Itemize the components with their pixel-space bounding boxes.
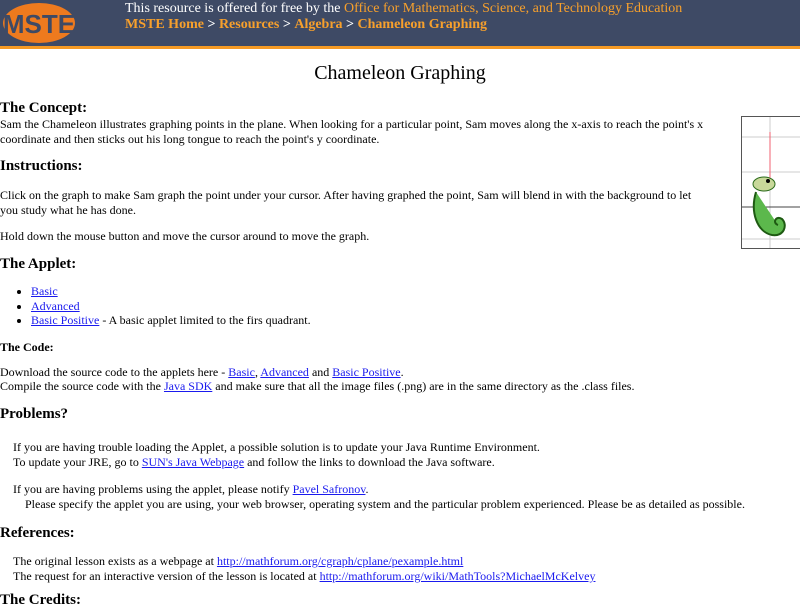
problems-text: Please specify the applet you are using, your web browser, operating system and the particular problem experienced. Please be as detailed as possible. bbox=[25, 497, 745, 511]
list-item bbox=[31, 284, 311, 299]
code-heading: The Code: bbox=[0, 340, 54, 354]
code-download-line: Download the source code to the applets here - Basic, Advanced and Basic Positive. bbox=[0, 365, 404, 379]
list-item bbox=[31, 299, 311, 314]
problems-heading: Problems? bbox=[0, 406, 69, 422]
original-lesson-link[interactable]: http://mathforum.org/cgraph/cplane/pexample.html bbox=[216, 554, 464, 568]
instructions-text: Click on the graph to make Sam graph the point under your cursor. After having graphed the point, Sam will blend in with the background to let bbox=[0, 188, 692, 202]
instructions-heading: Instructions: bbox=[0, 158, 83, 174]
request-link[interactable]: http://mathforum.org/wiki/MathTools?MichaelMcKelvey bbox=[319, 569, 596, 583]
credits-heading: The Credits: bbox=[0, 592, 81, 608]
references-heading: References: bbox=[0, 525, 75, 541]
problems-text: To update your JRE, go to SUN's Java Webpage and follow the links to download the Java software. bbox=[13, 455, 495, 469]
code-advanced-link[interactable]: Advanced bbox=[260, 365, 309, 379]
reference-line: The original lesson exists as a webpage at http://mathforum.org/cgraph/cplane/pexample.html bbox=[13, 554, 464, 568]
applet-heading: The Applet: bbox=[0, 256, 77, 272]
site-header bbox=[0, 0, 800, 49]
chameleon-icon bbox=[742, 117, 800, 248]
list-item: • Basic Positive - A basic applet limited to the firs quadrant. bbox=[31, 313, 311, 328]
breadcrumb: MSTE Home > Resources > Algebra > Chameleon Graphing bbox=[125, 17, 488, 32]
offer-line: This resource is offered for free by the Office for Mathematics, Science, and Technology Education bbox=[125, 1, 683, 16]
applet-advanced-link[interactable]: Advanced bbox=[31, 298, 80, 313]
office-link[interactable]: Office for Mathematics, Science, and Technology Education bbox=[343, 1, 683, 16]
sun-java-link[interactable]: SUN's Java Webpage bbox=[141, 455, 245, 469]
java-sdk-link[interactable]: Java SDK bbox=[163, 379, 213, 393]
breadcrumb-algebra[interactable]: Algebra bbox=[294, 17, 343, 32]
applet-list bbox=[0, 284, 311, 328]
applet-basic-link[interactable]: Basic bbox=[31, 284, 58, 298]
page-title: Chameleon Graphing bbox=[314, 62, 486, 84]
applet-basic-positive-link[interactable]: Basic Positive bbox=[31, 313, 100, 327]
chameleon-graph-preview[interactable] bbox=[741, 116, 800, 249]
breadcrumb-mste-home[interactable]: MSTE Home bbox=[125, 17, 204, 32]
concept-heading: The Concept: bbox=[0, 100, 88, 116]
problems-text: If you are having trouble loading the Applet, a possible solution is to update your Java Runtime Environment. bbox=[13, 440, 540, 454]
code-basic-link[interactable]: Basic bbox=[228, 365, 255, 379]
breadcrumb-resources[interactable]: Resources bbox=[218, 17, 280, 32]
concept-text: Sam the Chameleon illustrates graphing points in the plane. When looking for a particular point, Sam moves along the x-axis to reach the point's x bbox=[0, 117, 704, 131]
svg-text:MSTE: MSTE bbox=[2, 9, 76, 39]
instructions-hold-text: Hold down the mouse button and move the cursor around to move the graph. bbox=[0, 229, 370, 243]
pavel-safronov-link[interactable]: Pavel Safronov bbox=[292, 482, 366, 496]
code-compile-line: Compile the source code with the Java SDK and make sure that all the image files (.png) are in the same directory as the .class files. bbox=[0, 379, 635, 393]
mste-logo[interactable] bbox=[2, 2, 76, 44]
code-basic-positive-link[interactable]: Basic Positive bbox=[332, 365, 401, 379]
problems-text: If you are having problems using the applet, please notify Pavel Safronov. bbox=[13, 482, 369, 496]
reference-line: The request for an interactive version of the lesson is located at http://mathforum.org/wiki/MathTools?MichaelMcKelvey bbox=[13, 569, 596, 583]
breadcrumb-current[interactable]: Chameleon Graphing bbox=[357, 17, 488, 32]
concept-text: coordinate and then sticks out his long tongue to reach the point's y coordinate. bbox=[0, 132, 380, 146]
instructions-text: you study what he has done. bbox=[0, 203, 136, 217]
